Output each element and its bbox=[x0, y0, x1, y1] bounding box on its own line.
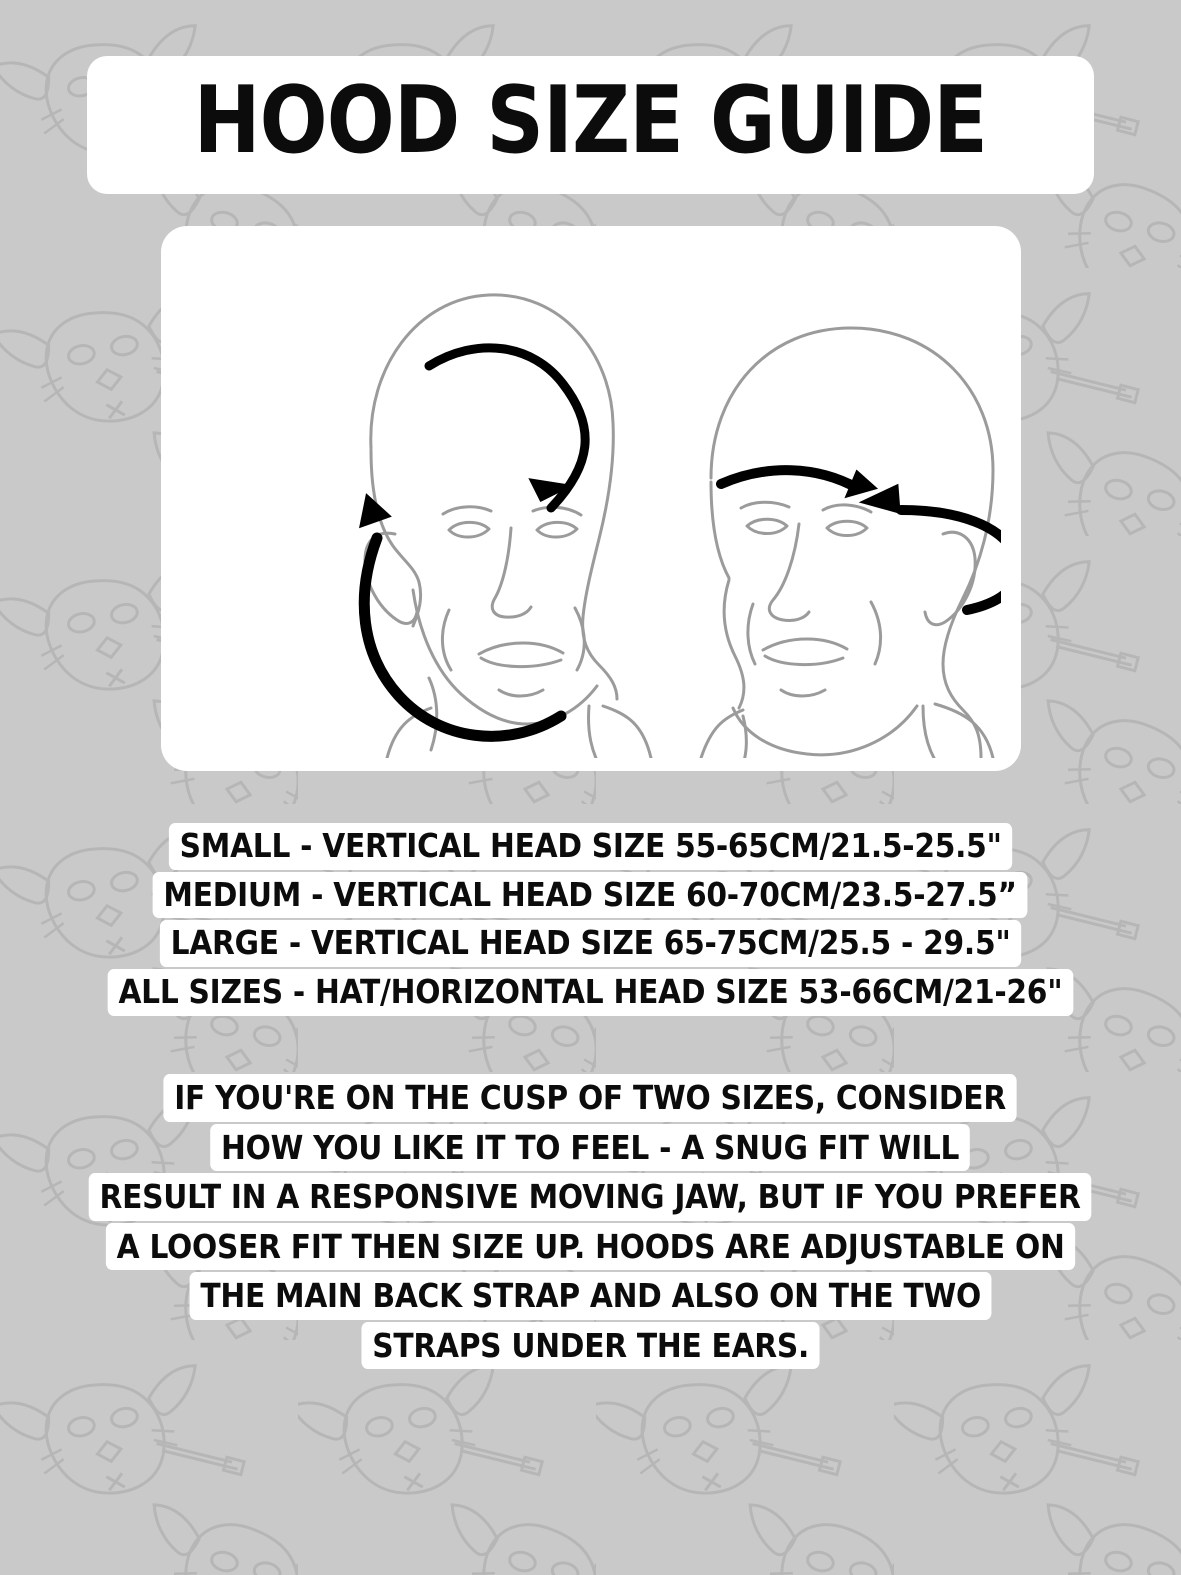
size-line-medium: MEDIUM - VERTICAL HEAD SIZE 60-70CM/23.5-27.5” bbox=[153, 872, 1028, 919]
fit-note-line-1: IF YOU'RE ON THE CUSP OF TWO SIZES, CONSIDER bbox=[164, 1074, 1017, 1122]
head-measurement-illustration-card bbox=[161, 226, 1021, 771]
vertical-measure-arrow bbox=[361, 348, 585, 736]
fit-note-line-5: THE MAIN BACK STRAP AND ALSO ON THE TWO bbox=[189, 1272, 991, 1320]
fit-note-line-2: HOW YOU LIKE IT TO FEEL - A SNUG FIT WILL bbox=[211, 1124, 971, 1172]
size-line-large: LARGE - VERTICAL HEAD SIZE 65-75CM/25.5 - 29.5" bbox=[160, 920, 1021, 967]
size-list bbox=[54, 823, 1127, 1017]
left-figure-vertical-measurement bbox=[365, 295, 651, 758]
page-title: HOOD SIZE GUIDE bbox=[193, 66, 988, 174]
size-line-small: SMALL - VERTICAL HEAD SIZE 55-65CM/21.5-25.5" bbox=[169, 823, 1013, 870]
horizontal-measure-arrow bbox=[721, 470, 1001, 610]
fit-note-line-4: A LOOSER FIT THEN SIZE UP. HOODS ARE ADJUSTABLE ON bbox=[106, 1223, 1076, 1271]
fit-note bbox=[0, 1074, 1181, 1369]
size-line-all-sizes: ALL SIZES - HAT/HORIZONTAL HEAD SIZE 53-66CM/21-26" bbox=[108, 969, 1074, 1016]
fit-note-line-6: STRAPS UNDER THE EARS. bbox=[361, 1322, 819, 1370]
page-title-panel bbox=[93, 62, 1088, 188]
fit-note-line-3: RESULT IN A RESPONSIVE MOVING JAW, BUT IF YOU PREFER bbox=[89, 1173, 1092, 1221]
head-measurement-diagram bbox=[181, 238, 1001, 758]
right-figure-horizontal-measurement bbox=[701, 328, 993, 758]
